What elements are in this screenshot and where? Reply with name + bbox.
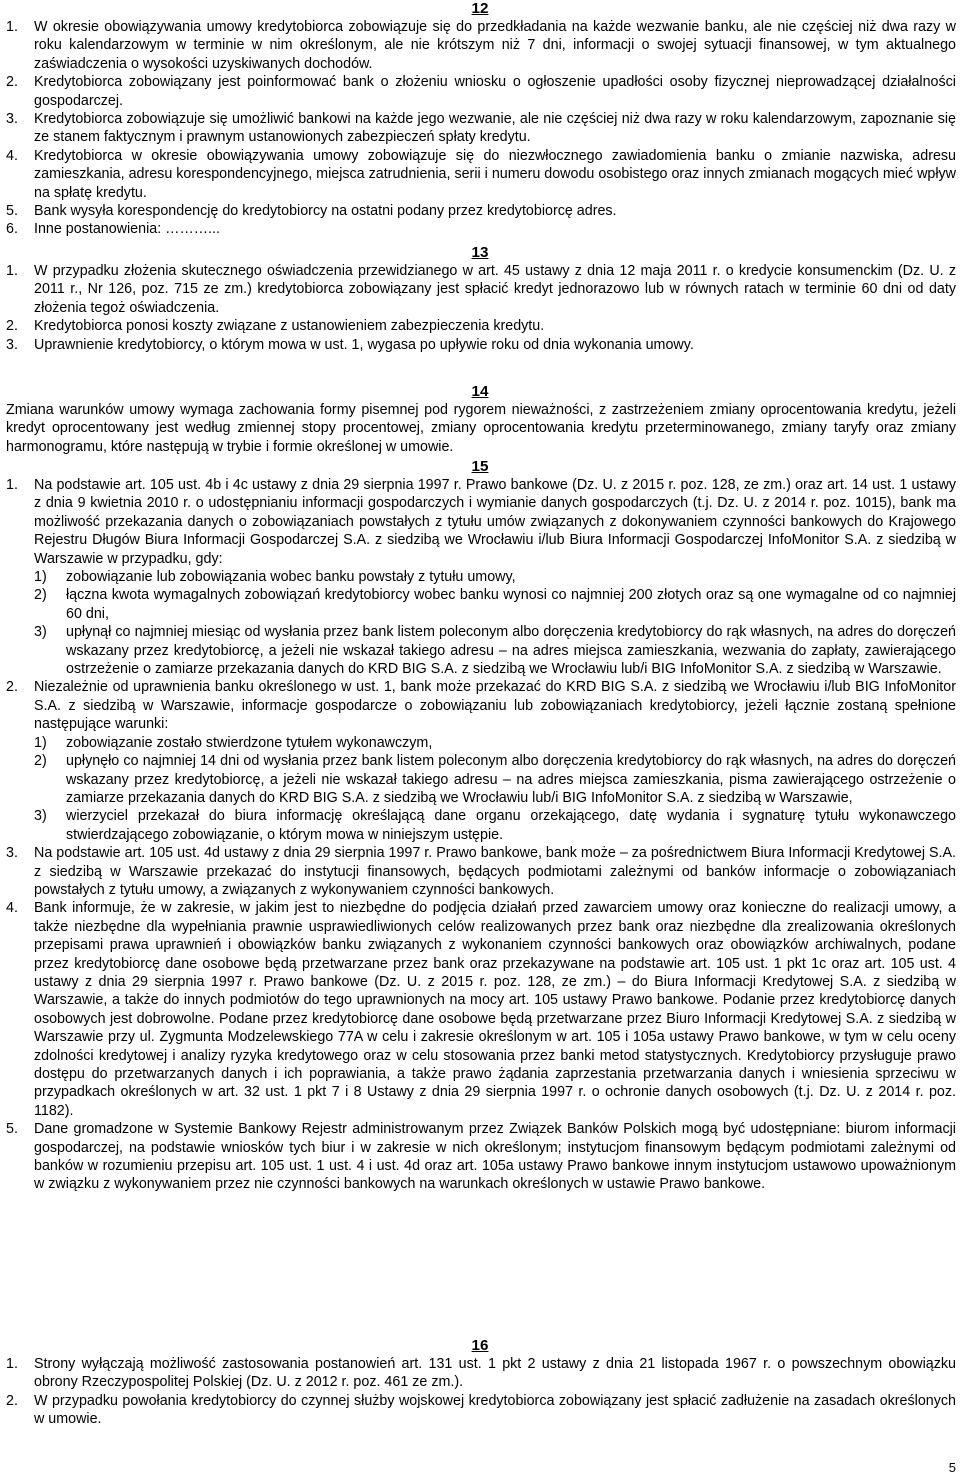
section-15-item-5: 5. Dane gromadzone w Systemie Bankowy Rejestr administrowanym przez Związek Banków Polskich mogą być udostępniane: biurom informacji gospodarczej, na podstawie wniosków tych biur i w zakresie w nich określonym; instytucjom finansowym będącym podmiotami zależnymi od banków w rozumieniu przepisu art. 105 ust. 1 ust. 4 i ust. 4d oraz art. 105a ustawy Prawo bankowe innym instytucjom ustawowo upoważnionym w związku z wykonywaniem przez nie czynności bankowych na warunkach określonych w ustawie Prawo bankowe. (6, 1121, 956, 1193)
section-15-item-2-sub-3: 3) wierzyciel przekazał do biura informację określającą dane organu orzekającego, datę wydania i sygnaturę tytułu wykonawczego stwierdzającego zobowiązanie, o którym mowa w niniejszym ustępie. (34, 808, 956, 843)
section-16 (0, 1337, 960, 1429)
section-13 (0, 244, 960, 354)
section-14-text: Zmiana warunków umowy wymaga zachowania formy pisemnej pod rygorem nieważności, z zastrzeżeniem zmiany oprocentowania kredytu, jeżeli kredyt oprocentowany jest według zmiennej stopy procentowej, zmiany oprocentowania kredytu przeterminowanego, zmiany taryfy oraz zmiany harmonogramu, które następują w trybie i formie określonej w umowie. (6, 402, 956, 455)
section-15-item-1: 1. Na podstawie art. 105 ust. 4b i 4c ustawy z dnia 29 sierpnia 1997 r. Prawo bankowe (Dz. U. z 2015 r. poz. 128, ze zm.) oraz art. 14 ust. 1 ustawy z dnia 9 kwietnia 2010 r. o udostępnianiu informacji gospodarczych i wymianie danych gospodarczych (t.j. Dz. U. z 2014 r. poz. 1015), bank ma możliwość przekazania danych o zobowiązaniach powstałych z tytułu umów związanych z dokonywaniem czynności bankowych do Krajowego Rejestru Długów Biura Informacji Gospodarczej S.A. z siedzibą we Wrocławiu i/lub Biura Informacji Gospodarczej InfoMonitor S.A. z siedzibą w Warszawie w przypadku, gdy: (6, 477, 956, 567)
section-13-item-2: 2. Kredytobiorca ponosi koszty związane z ustanowieniem zabezpieczenia kredytu. (6, 318, 545, 335)
section-12-item-4: 4. Kredytobiorca w okresie obowiązywania umowy zobowiązuje się do niezwłocznego zawiadomienia banku o zmianie nazwiska, adresu zamieszkania, adresu korespondencyjnego, miejsca zatrudnienia, serii i numeru dowodu osobistego oraz innych zmianach mogących mieć wpływ na spłatę kredytu. (6, 147, 956, 201)
section-15-item-2-sub-1: 1) zobowiązanie zostało stwierdzone tytułem wykonawczym, (34, 734, 433, 751)
section-12-heading: 12 (471, 0, 489, 17)
section-15 (0, 458, 960, 1194)
section-15-item-1-sub-1: 1) zobowiązanie lub zobowiązania wobec banku powstały z tytułu umowy, (34, 569, 516, 586)
section-12-item-1: 1. W okresie obowiązywania umowy kredytobiorca zobowiązuje się do przedkładania na każde wezwanie banku, ale nie częściej niż dwa razy w roku kalendarzowym w terminie w nim określonym, ale nie krótszym niż 7 dni, informacji o swojej sytuacji finansowej, w tym aktualnego zaświadczenia o wysokości uzyskiwanych dochodów. (6, 19, 956, 72)
section-16-heading: 16 (471, 1337, 489, 1354)
section-15-item-1-sub-2: 2) łączna kwota wymagalnych zobowiązań kredytobiorcy wobec banku wynosi co najmniej 200 złotych oraz są one wymagalne od co najmniej 60 dni, (34, 587, 956, 622)
section-12-item-2: 2. Kredytobiorca zobowiązany jest poinformować bank o złożeniu wniosku o ogłoszenie upadłości osoby fizycznej nieprowadzącej działalności gospodarczej. (6, 74, 956, 109)
section-15-item-2-sub-2: 2) upłynęło co najmniej 14 dni od wysłania przez bank listem poleconym albo doręczenia kredytobiorcy do rąk własnych, na adres do doręczeń wskazany przez kredytobiorcę, a jeżeli nie wskazał takiego adresu – na adres miejsca zamieszkania, pisma zawierającego ostrzeżenie o zamiarze przekazania danych do KRD BIG S.A. z siedzibą we Wrocławiu lub/i BIG InfoMonitor S.A. z siedzibą w Warszawie, (34, 753, 956, 806)
section-15-item-2: 2. Niezależnie od uprawnienia banku określonego w ust. 1, bank może przekazać do KRD BIG S.A. z siedzibą we Wrocławiu i/lub BIG InfoMonitor S.A. z siedzibą w Warszawie, informacje gospodarcze o zobowiązaniu lub zobowiązaniach kredytobiorcy, jeżeli łącznie zostaną spełnione następujące warunki: (6, 679, 956, 733)
section-16-item-1: 1. Strony wyłączają możliwość zastosowania postanowień art. 131 ust. 1 pkt 2 ustawy z dnia 21 listopada 1967 r. o powszechnym obowiązku obrony Rzeczypospolitej Polskiej (Dz. U. z 2012 r. poz. 461 ze zm.). (6, 1356, 956, 1391)
section-12 (0, 0, 960, 239)
section-15-item-1-sub-3: 3) upłynął co najmniej miesiąc od wysłania przez bank listem poleconym albo doręczenia kredytobiorcy do rąk własnych, na adres do doręczeń wskazany przez kredytobiorcę, a jeżeli nie wskazał takiego adresu – na adres miejsca zamieszkania, wezwania do zapłaty, zawierającego ostrzeżenie o zamiarze przekazania danych do KRD BIG S.A. z siedzibą we Wrocławiu lub/i BIG InfoMonitor S.A. z siedzibą w Warszawie. (34, 624, 956, 678)
section-12-item-3: 3. Kredytobiorca zobowiązuje się umożliwić bankowi na każde jego wezwanie, ale nie częściej niż dwa razy w roku kalendarzowym, zapoznanie się ze stanem faktycznym i prawnym ustanowionych zabezpieczeń spłaty kredytu. (6, 111, 956, 146)
section-15-item-4: 4. Bank informuje, że w zakresie, w jakim jest to niezbędne do podjęcia działań przed zawarciem umowy oraz konieczne do realizacji umowy, a także niezbędne dla wypełniania prawnie usprawiedliwionych celów realizowanych przez bank oraz niezbędne dla zrealizowania określonych przepisami prawa uprawnień i obowiązków banku związanych z wykonaniem czynności bankowych oraz obowiązków archiwalnych, podane przez kredytobiorcę dane osobowe będą przetwarzane przez bank oraz przekazywane na podstawie art. 105 ust. 1 pkt 1c oraz art. 105 ust. 4 ustawy z dnia 29 sierpnia 1997 r. Prawo bankowe (Dz. U. z 2015 r. poz. 128, ze zm.) – do Biura Informacji Kredytowej S.A. z siedzibą w Warszawie, a także do innych podmiotów do tego uprawnionych na mocy art. 105 ustawy Prawo bankowe. Podanie przez kredytobiorcę danych osobowych jest dobrowolne. Podane przez kredytobiorcę dane osobowe będą przetwarzane przez Biuro Informacji Kredytowej S.A. z siedzibą w Warszawie przy ul. Zygmunta Modzelewskiego 77A w celu i zakresie określonym w art. 105 i 105a ustawy Prawo bankowe, w tym w celu oceny zdolności kredytowej i analizy ryzyka kredytowego oraz w celu stosowania przez banki metod statystycznych. Kredytobiorcy przysługuje prawo dostępu do przetwarzanych danych i ich poprawiania, a także prawo żądania zaprzestania przetwarzania danych i wniesienia sprzeciwu w przypadkach określonych w art. 32 ust. 1 pkt 7 i 8 Ustawy z dnia 29 sierpnia 1997 r. o ochronie danych osobowych (t.j. Dz. U. z 2014 r. poz. 1182). (6, 900, 956, 1119)
section-12-item-6: 6. Inne postanowienia: ………... (6, 221, 220, 238)
section-13-item-1: 1. W przypadku złożenia skutecznego oświadczenia przewidzianego w art. 45 ustawy z dnia 12 maja 2011 r. o kredycie konsumenckim (Dz. U. z 2011 r., Nr 126, poz. 715 ze zm.) kredytobiorca zobowiązany jest spłacić kredyt jednorazowo lub w równych ratach w terminie 60 dni od daty złożenia tegoż oświadczenia. (6, 263, 956, 316)
page-number: 5 (948, 1459, 956, 1475)
section-14-heading: 14 (471, 383, 489, 400)
section-15-heading: 15 (471, 458, 489, 475)
section-16-item-2: 2. W przypadku powołania kredytobiorcy do czynnej służby wojskowej kredytobiorca zobowiązany jest spłacić zadłużenie na zasadach określonych w umowie. (6, 1392, 956, 1428)
section-13-heading: 13 (471, 244, 489, 261)
section-12-item-5: 5. Bank wysyła korespondencję do kredytobiorcy na ostatni podany przez kredytobiorcę adres. (6, 203, 617, 220)
section-15-item-3: 3. Na podstawie art. 105 ust. 4d ustawy z dnia 29 sierpnia 1997 r. Prawo bankowe, bank może – za pośrednictwem Biura Informacji Kredytowej S.A. z siedzibą w Warszawie przekazać do instytucji finansowych, będących podmiotami zależnymi od banków informacje o zobowiązaniach powstałych z tytułu umowy, a związanych z wykonywaniem czynności bankowych. (6, 845, 956, 898)
section-14 (0, 383, 960, 456)
section-13-item-3: 3. Uprawnienie kredytobiorcy, o którym mowa w ust. 1, wygasa po upływie roku od dnia wykonania umowy. (6, 336, 694, 353)
